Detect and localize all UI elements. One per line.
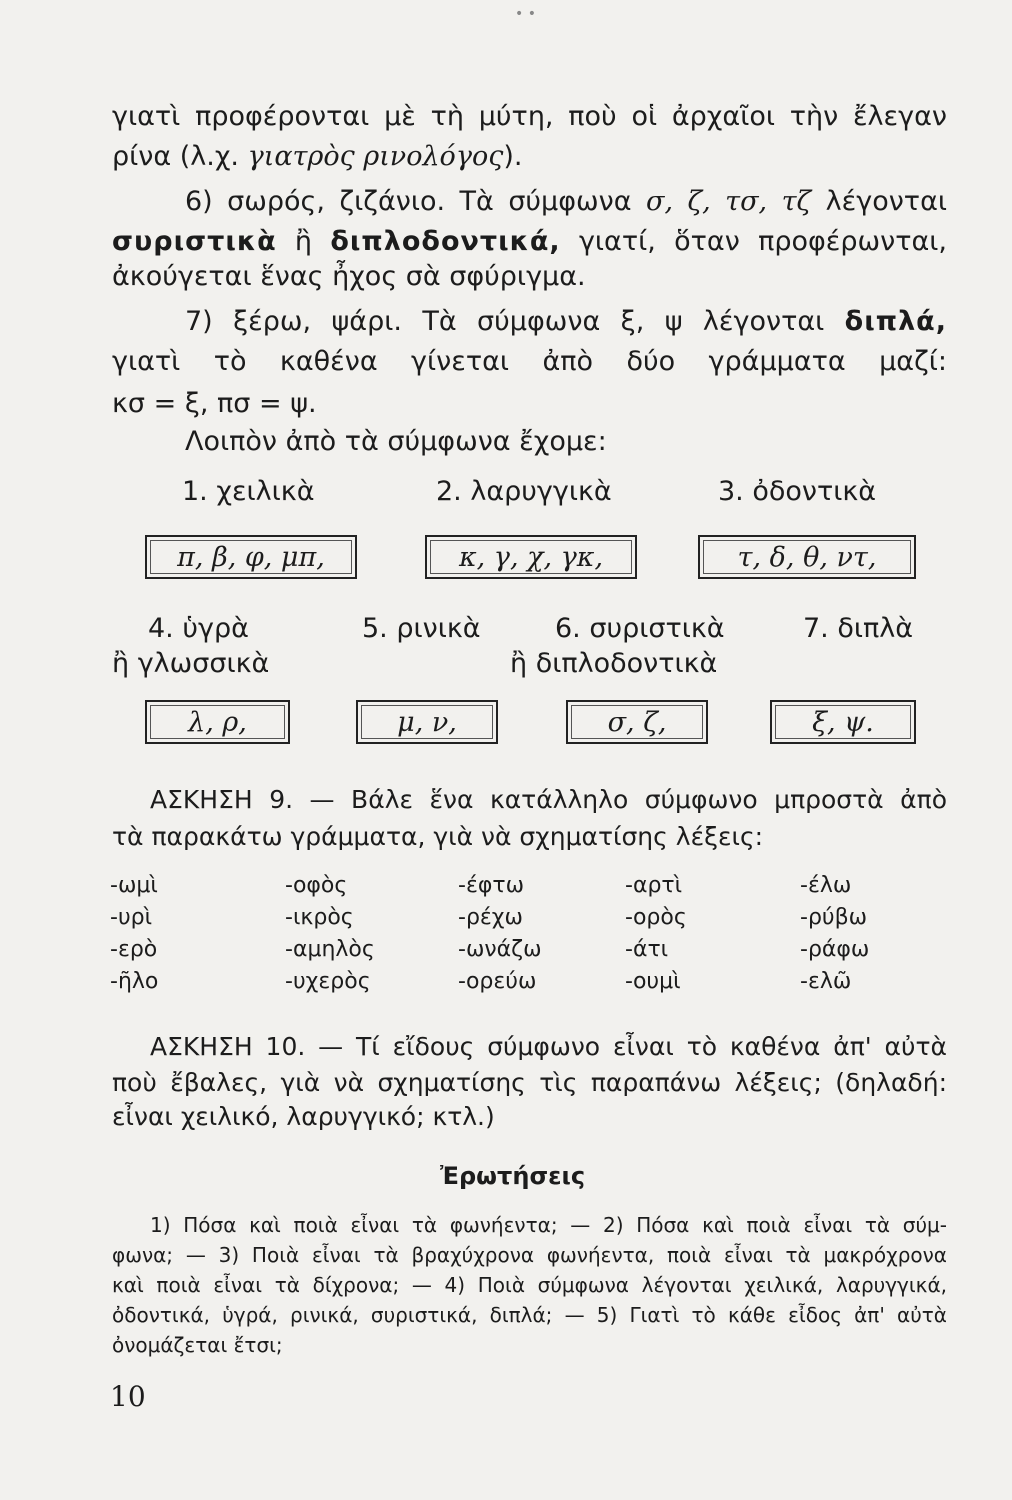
word-item: -έλω (800, 873, 852, 898)
word-item: -αμηλὸς (285, 937, 375, 962)
exercise-10-line: ποὺ ἔβαλες, γιὰ νὰ σχηματίσης τὶς παραπάνω λέξεις; (δηλαδή: (112, 1068, 947, 1097)
text-line: 7) ξέρω, ψάρι. Τὰ σύμφωνα ξ, ψ λέγονται διπλά, (185, 306, 947, 337)
word-item: -υχερὸς (285, 969, 371, 994)
word-item: -ουμὶ (625, 969, 681, 994)
questions-heading: Ἐρωτήσεις (440, 1162, 586, 1190)
question-line: 1) Πόσα καὶ ποιὰ εἶναι τὰ φωνήεντα; — 2) Πόσα καὶ ποιὰ εἶναι τὰ σύμ- (150, 1213, 947, 1237)
text-line: γιατὶ τὸ καθένα γίνεται ἀπὸ δύο γράμματα μαζί: (112, 346, 947, 377)
consonant-box: ξ, ψ. (770, 700, 916, 744)
consonant-box: τ, δ, θ, ντ, (698, 535, 916, 579)
word-column (110, 870, 158, 998)
word-item: -άτι (625, 937, 669, 962)
word-item: -έφτω (458, 873, 525, 898)
category-label: ἢ γλωσσικὰ (112, 648, 270, 679)
word-item: -αρτὶ (625, 873, 683, 898)
text-line: 6) σωρός, ζιζάνιο. Τὰ σύμφωνα σ, ζ, τσ, τζ λέγονται (185, 186, 947, 217)
word-column (625, 870, 687, 998)
word-column (458, 870, 542, 998)
word-item: -ωνάζω (458, 937, 542, 962)
category-label: 3. ὀδοντικὰ (718, 476, 877, 507)
category-label: 6. συριστικὰ (555, 613, 725, 644)
text-line: Λοιπὸν ἀπὸ τὰ σύμφωνα ἔχομε: (185, 426, 607, 457)
page-number: 10 (110, 1380, 146, 1413)
consonant-box: π, β, φ, μπ, (145, 535, 357, 579)
category-label: ἢ διπλοδοντικὰ (510, 648, 718, 679)
word-item: -οφὸς (285, 873, 348, 898)
word-item: -ικρὸς (285, 905, 354, 930)
question-line: φωνα; — 3) Ποιὰ εἶναι τὰ βραχύχρονα φωνήεντα, ποιὰ εἶναι τὰ μακρόχρονα (112, 1243, 947, 1267)
category-label: 7. διπλὰ (803, 613, 914, 644)
exercise-9-line: τὰ παρακάτω γράμματα, γιὰ νὰ σχηματίσης λέξεις: (112, 822, 764, 851)
word-column (285, 870, 375, 998)
word-item: -ρύβω (800, 905, 868, 930)
category-label: 1. χειλικὰ (182, 476, 315, 507)
question-line: καὶ ποιὰ εἶναι τὰ δίχρονα; — 4) Ποιὰ σύμφωνα λέγονται χειλικά, λαρυγγικά, (112, 1273, 947, 1297)
text-line: κσ = ξ, πσ = ψ. (112, 388, 317, 419)
category-label: 2. λαρυγγικὰ (436, 476, 612, 507)
top-mark: • • (515, 6, 536, 22)
exercise-10-line: εἶναι χειλικό, λαρυγγικό; κτλ.) (112, 1102, 495, 1131)
consonant-box: λ, ρ, (145, 700, 290, 744)
word-item: -ράφω (800, 937, 870, 962)
text-line: γιατὶ προφέρονται μὲ τὴ μύτη, ποὺ οἱ ἀρχαῖοι τὴν ἔλεγαν (112, 101, 947, 132)
consonant-box: σ, ζ, (566, 700, 708, 744)
question-line: ὀνομάζεται ἔτσι; (112, 1333, 283, 1357)
exercise-9-line: ΑΣΚΗΣΗ 9. — Βάλε ἕνα κατάλληλο σύμφωνο μπροστὰ ἀπὸ (150, 785, 947, 814)
word-item: -ορεύω (458, 969, 537, 994)
word-item: -ωμὶ (110, 873, 158, 898)
text-line: ἀκούγεται ἕνας ἦχος σὰ σφύριγμα. (112, 261, 586, 292)
word-column (800, 870, 869, 998)
question-line: ὀδοντικά, ὑγρά, ρινικά, συριστικά, διπλά; — 5) Γιατὶ τὸ κάθε εἶδος ἀπ' αὐτὰ (112, 1303, 947, 1327)
text-line: ρίνα (λ.χ. γιατρὸς ρινολόγος). (112, 141, 523, 172)
category-label: 4. ὑγρὰ (148, 613, 249, 644)
word-item: -ελῶ (800, 969, 852, 994)
consonant-box: κ, γ, χ, γκ, (425, 535, 637, 579)
category-label: 5. ρινικὰ (362, 613, 481, 644)
text-line: συριστικὰ ἢ διπλοδοντικά, γιατί, ὅταν προφέρωνται, (112, 226, 947, 257)
word-item: -υρὶ (110, 905, 153, 930)
word-item: -ορὸς (625, 905, 687, 930)
consonant-box: μ, ν, (356, 700, 498, 744)
word-item: -ρέχω (458, 905, 523, 930)
word-item: -ῆλο (110, 969, 159, 994)
exercise-10-line: ΑΣΚΗΣΗ 10. — Τί εἴδους σύμφωνο εἶναι τὸ καθένα ἀπ' αὐτὰ (150, 1032, 947, 1061)
word-item: -ερὸ (110, 937, 158, 962)
